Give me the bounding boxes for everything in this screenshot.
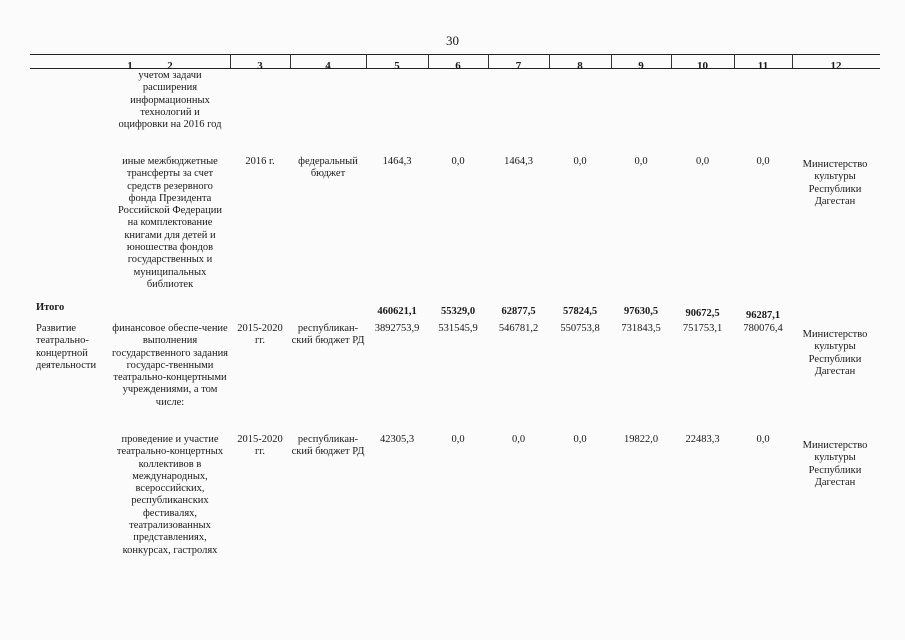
column-header: 8 bbox=[577, 60, 583, 72]
source-cell: республикан-ский бюджет РД bbox=[291, 323, 365, 347]
value-cell: 19822,0 bbox=[623, 434, 659, 445]
measure-text: финансовое обеспе-чение выполнения государственного задания государс-твенными театрально-концертными учреждениями, а том числе: bbox=[112, 323, 229, 408]
column-header: 4 bbox=[325, 60, 331, 72]
value-cell: 546781,2 bbox=[498, 323, 539, 334]
header-top-rule bbox=[30, 54, 880, 55]
total-value: 55329,0 bbox=[440, 306, 476, 317]
measure-text: проведение и участие театрально-концертных коллективов в международных, всероссийских, республиканских фестивалях, театрализованных представлениях, конкурсах, гастролях bbox=[116, 434, 224, 556]
executor-cell: Министерство культуры Республики Дагестан bbox=[802, 159, 868, 207]
value-cell: 0,0 bbox=[756, 156, 770, 167]
source-cell: республикан-ский бюджет РД bbox=[291, 434, 365, 458]
column-header: 10 bbox=[697, 60, 708, 72]
total-label: Итого bbox=[36, 302, 65, 313]
value-cell: 42305,3 bbox=[379, 434, 415, 445]
period-cell: 2015-2020 гг. bbox=[237, 323, 283, 347]
value-cell: 0,0 bbox=[511, 434, 526, 445]
total-value: 96287,1 bbox=[745, 310, 781, 321]
executor-cell: Министерство культуры Республики Дагестан bbox=[802, 329, 868, 377]
value-cell: 531545,9 bbox=[438, 323, 478, 334]
value-cell: 0,0 bbox=[756, 434, 770, 445]
value-cell: 0,0 bbox=[695, 156, 710, 167]
source-cell: федеральный бюджет bbox=[298, 156, 358, 180]
column-header: 9 bbox=[638, 60, 644, 72]
column-header: 1 bbox=[127, 60, 133, 72]
value-cell: 751753,1 bbox=[682, 323, 723, 334]
value-cell: 780076,4 bbox=[743, 323, 783, 334]
value-cell: 1464,3 bbox=[382, 156, 412, 167]
column-header: 12 bbox=[830, 60, 842, 72]
value-cell: 22483,3 bbox=[685, 434, 720, 445]
period-cell: 2015-2020 гг. bbox=[237, 434, 283, 458]
value-cell: 0,0 bbox=[451, 156, 465, 167]
value-cell: 0,0 bbox=[573, 434, 587, 445]
column-header: 11 bbox=[757, 60, 769, 72]
column-header: 6 bbox=[455, 60, 461, 72]
value-cell: 550753,8 bbox=[560, 323, 600, 334]
column-header: 3 bbox=[257, 60, 263, 72]
column-header: 5 bbox=[394, 60, 400, 72]
value-cell: 0,0 bbox=[451, 434, 465, 445]
measure-text: иные межбюджетные трансферты за счет средств резервного фонда Президента Российской Федерации на комплектование книгами для детей и юношества фондов государственных и муниципальных библиотек bbox=[118, 156, 222, 290]
value-cell: 3892753,9 bbox=[374, 323, 420, 334]
value-cell: 1464,3 bbox=[504, 156, 533, 167]
direction-cell: Развитие театрально-концертной деятельности bbox=[36, 323, 97, 371]
column-header: 2 bbox=[167, 60, 173, 72]
value-cell: 0,0 bbox=[573, 156, 587, 167]
value-cell: 731843,5 bbox=[621, 323, 661, 334]
page-number: 30 bbox=[446, 33, 459, 48]
column-header: 7 bbox=[515, 60, 522, 72]
total-value: 97630,5 bbox=[623, 306, 659, 317]
executor-cell: Министерство культуры Республики Дагестан bbox=[802, 440, 868, 488]
measure-text: учетом задачи расширения информационных технологий и оцифровки на 2016 год bbox=[118, 70, 222, 131]
total-value: 62877,5 bbox=[501, 306, 536, 317]
total-value: 460621,1 bbox=[377, 306, 417, 317]
period-cell: 2016 г. bbox=[245, 156, 275, 167]
value-cell: 0,0 bbox=[634, 156, 648, 167]
total-value: 90672,5 bbox=[685, 308, 720, 319]
total-value: 57824,5 bbox=[562, 306, 598, 317]
